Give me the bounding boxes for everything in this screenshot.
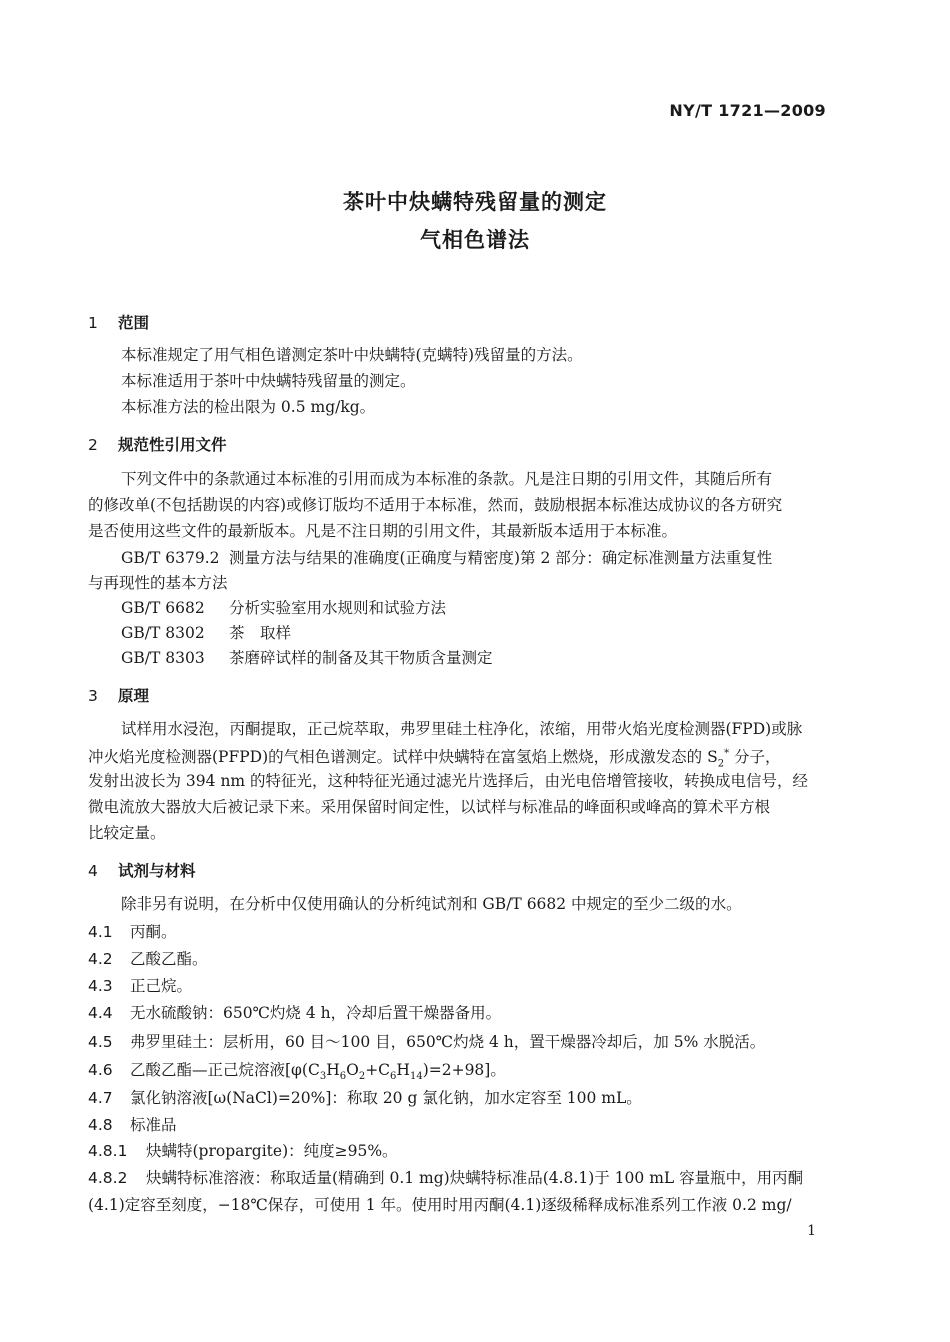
section-2-para-line: 的修改单(不包括勘误的内容)或修订版均不适用于本标准，然而，鼓励根据本标准达成协议的各方研究 [88, 496, 783, 514]
section-3-para-line: 发射出波长为 394 nm 的特征光，这种特征光通过滤光片选择后，由光电倍增管接收，转换成电信号，经 [88, 772, 809, 790]
list-item: 4.7 氯化钠溶液[ω(NaCl)=20%]：称取 20 g 氯化钠，加水定容至 100 mL。 [88, 1089, 642, 1107]
document-title: 茶叶中炔螨特残留量的测定 [343, 190, 607, 214]
list-item: 4.8.2 炔螨特标准溶液：称取适量(精确到 0.1 mg)炔螨特标准品(4.8.1)于 100 mL 容量瓶中，用丙酮 [88, 1169, 804, 1187]
list-item: 4.3 正己烷。 [88, 977, 193, 995]
reference-item: GB/T 6682 分析实验室用水规则和试验方法 [121, 599, 447, 617]
section-1-para: 本标准适用于茶叶中炔螨特残留量的测定。 [121, 372, 416, 390]
section-3-heading: 3 原理 [88, 687, 150, 705]
section-1-heading: 1 范围 [88, 314, 150, 332]
section-3-para-line: 比较定量。 [88, 824, 166, 842]
section-3-para-line: 试样用水浸泡，丙酮提取，正己烷萃取，弗罗里硅土柱净化，浓缩，用带火焰光度检测器(FPD)或脉 [121, 720, 803, 738]
section-3-para-line: 冲火焰光度检测器(PFPD)的气相色谱测定。试样中炔螨特在富氢焰上燃烧，形成激发态的 $S_2^*$ 分子， [88, 748, 781, 770]
document-subtitle: 气相色谱法 [420, 228, 530, 252]
list-item: 4.4 无水硫酸钠：650℃灼烧 4 h，冷却后置干燥器备用。 [88, 1004, 502, 1022]
reference-item: GB/T 8303 茶磨碎试样的制备及其干物质含量测定 [121, 649, 493, 667]
section-2-heading: 2 规范性引用文件 [88, 436, 227, 454]
reference-item-cont: 与再现性的基本方法 [88, 574, 228, 592]
reference-item: GB/T 6379.2 测量方法与结果的准确度(正确度与精密度)第 2 部分：确定标准测量方法重复性 [121, 549, 773, 567]
section-2-para-line: 下列文件中的条款通过本标准的引用而成为本标准的条款。凡是注日期的引用文件，其随后所有 [121, 470, 773, 488]
list-item: 4.2 乙酸乙酯。 [88, 950, 208, 968]
section-2-para-line: 是否使用这些文件的最新版本。凡是不注日期的引用文件，其最新版本适用于本标准。 [88, 522, 678, 540]
section-1-para: 本标准方法的检出限为 0.5 mg/kg。 [121, 398, 376, 416]
reference-item: GB/T 8302 茶 取样 [121, 624, 292, 642]
section-3-para-line: 微电流放大器放大后被记录下来。采用保留时间定性，以试样与标准品的峰面积或峰高的算术平方根 [88, 798, 771, 816]
list-item: 4.6 乙酸乙酯—正己烷溶液$[\varphi(C_3H_6O_2+C_6H_{14})=2+98]$。 [88, 1061, 506, 1083]
section-4-intro: 除非另有说明，在分析中仅使用确认的分析纯试剂和 GB/T 6682 中规定的至少二级的水。 [121, 895, 742, 913]
section-1-para: 本标准规定了用气相色谱测定茶叶中炔螨特(克螨特)残留量的方法。 [121, 346, 583, 364]
standard-code: NY/T 1721—2009 [669, 101, 826, 120]
list-item: 4.8 标准品 [88, 1116, 177, 1134]
section-4-heading: 4 试剂与材料 [88, 862, 196, 880]
page-number: 1 [807, 1223, 816, 1239]
list-item-cont: (4.1)定容至刻度，−18℃保存，可使用 1 年。使用时用丙酮(4.1)逐级稀释成标准系列工作液 0.2 mg/ [88, 1196, 792, 1214]
list-item: 4.1 丙酮。 [88, 923, 177, 941]
list-item: 4.5 弗罗里硅土：层析用，60 目～100 目，650℃灼烧 4 h，置干燥器冷却后，加 5% 水脱活。 [88, 1033, 766, 1051]
list-item: 4.8.1 炔螨特(propargite)：纯度≥95%。 [88, 1142, 398, 1160]
